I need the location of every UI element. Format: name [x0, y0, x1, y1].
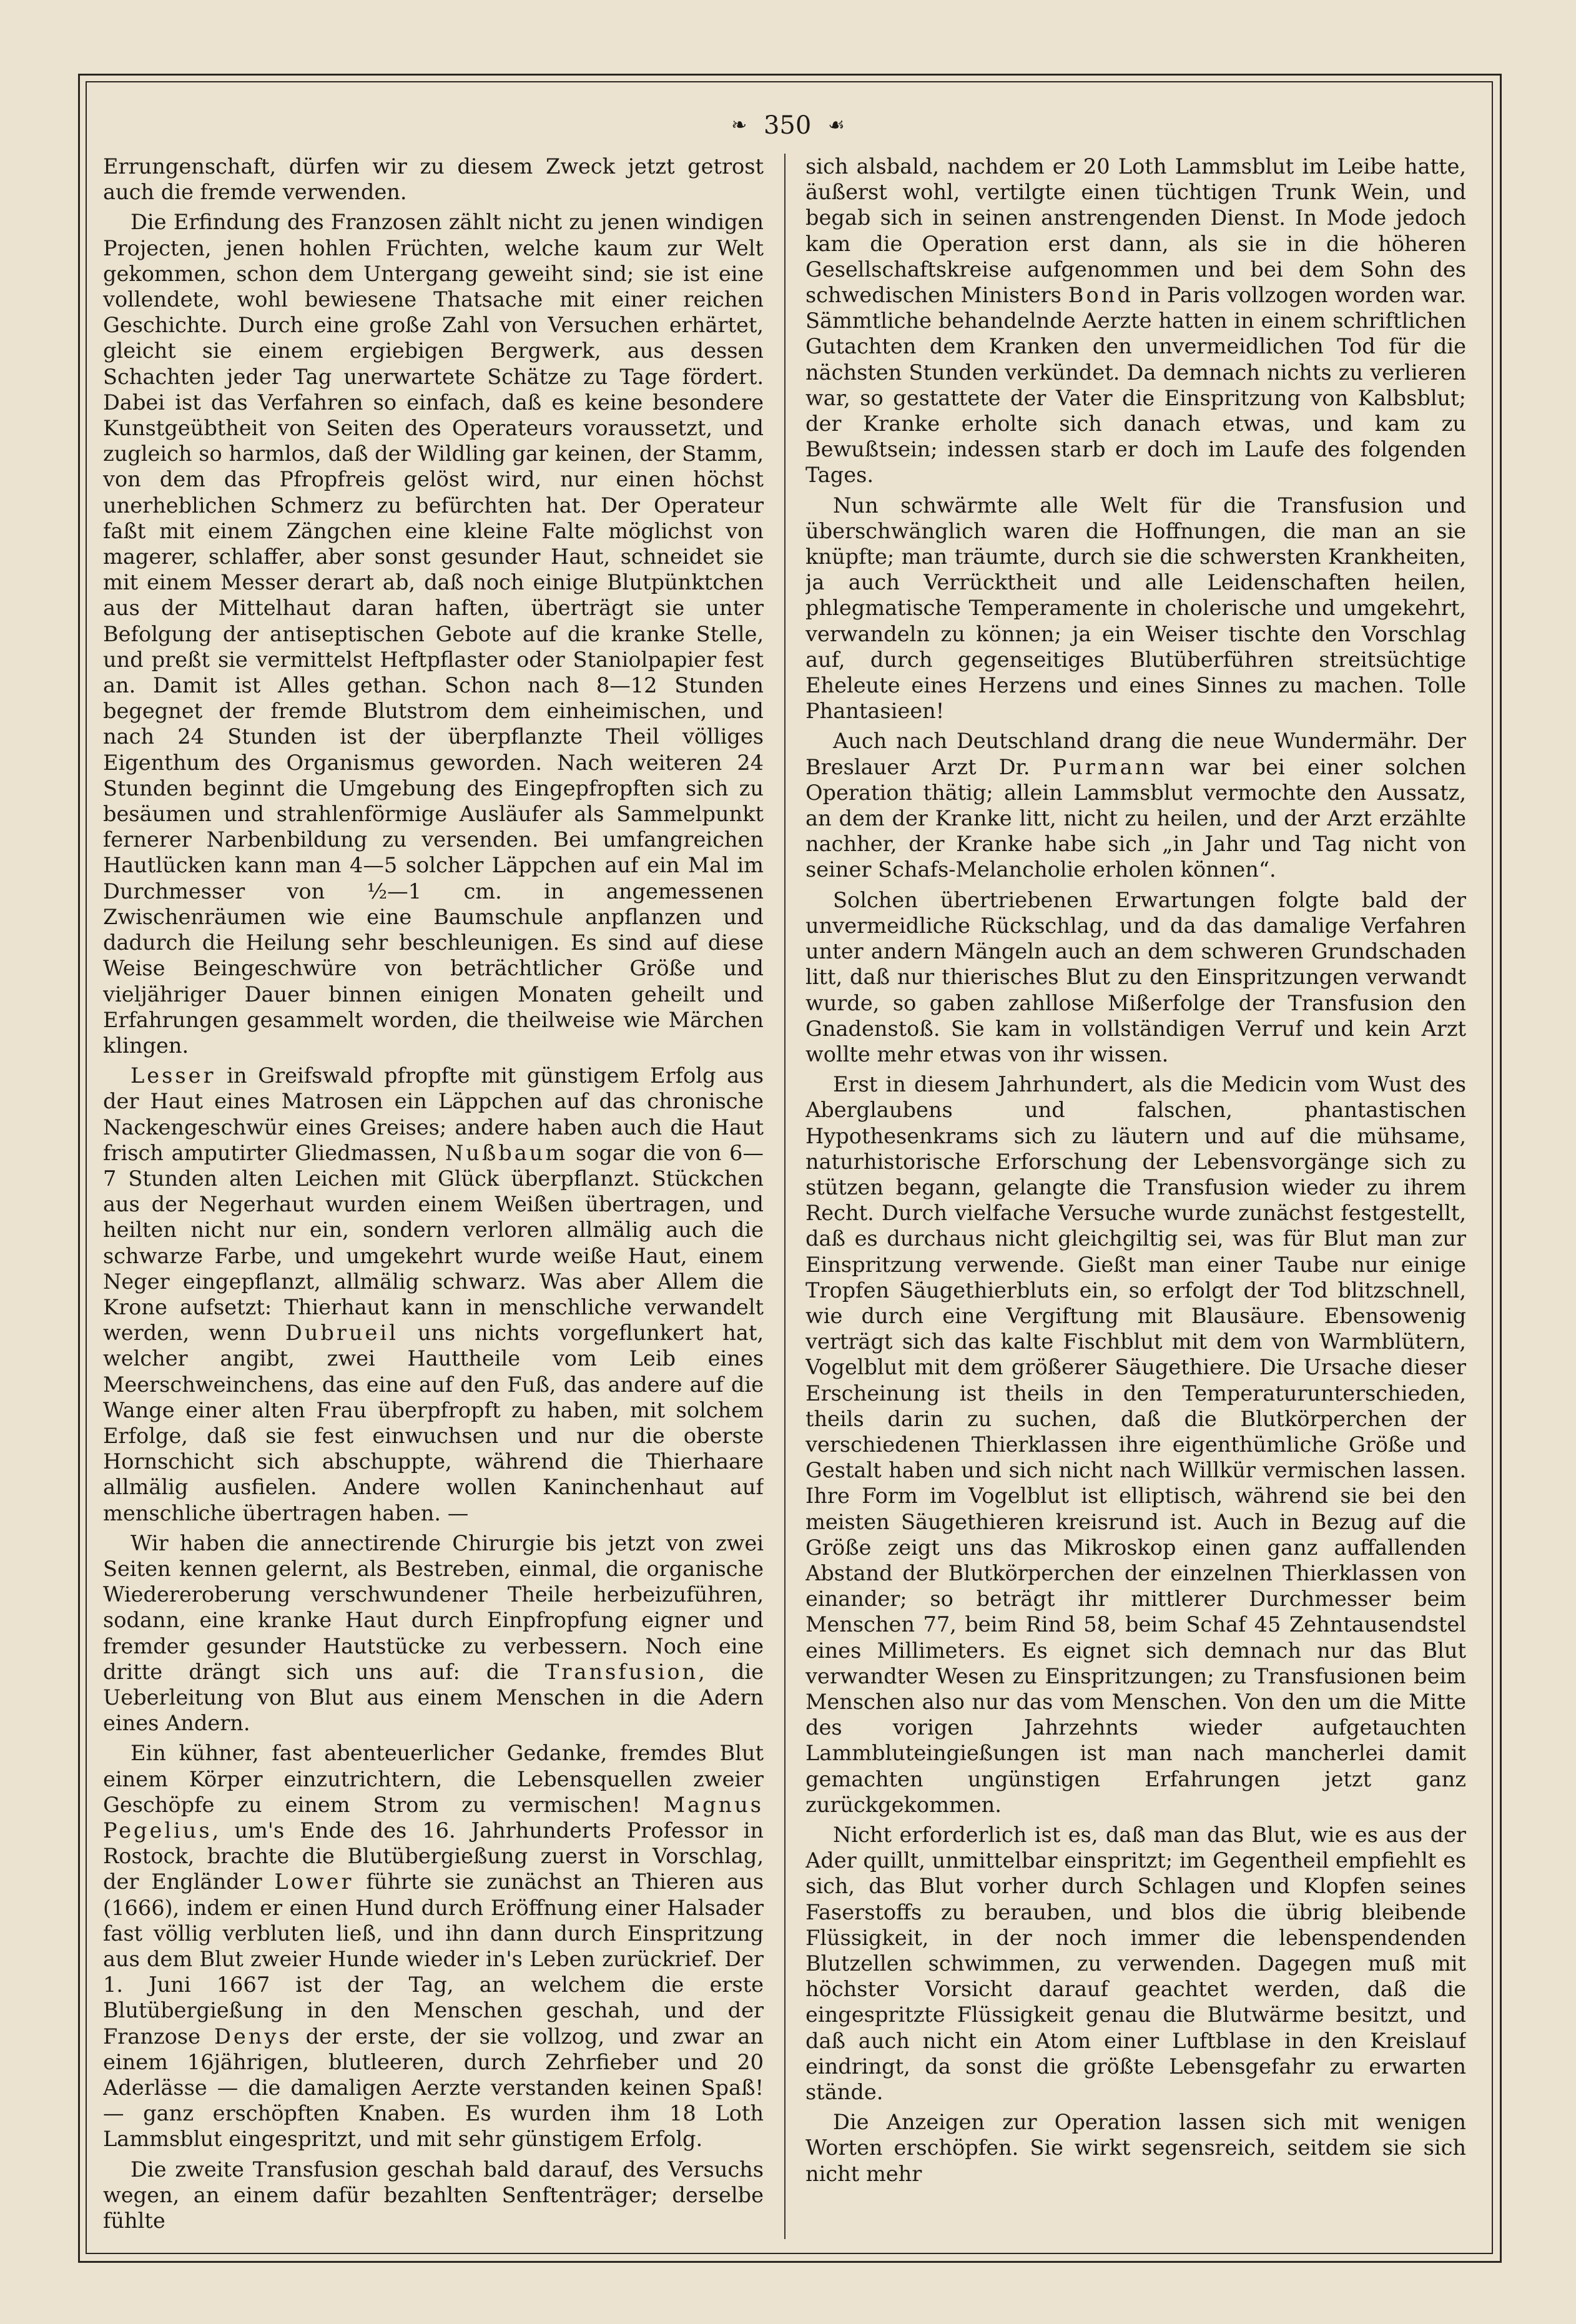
left-column [103, 154, 764, 2239]
right-paragraph-6: Nicht erforderlich ist es, daß man das Blut, wie es aus der Ader quillt, unmittelbar einspritzt; im Gegentheil empfiehlt es sich, das Blut vorher durch Schlagen und Klopfen seines Faserstoffs zu berauben, und blos die übrig bleibende Flüssigkeit, in der noch immer die lebenspendenden Blutzellen schwimmen, zu verwenden. Dagegen muß mit höchster Vorsicht darauf geachtet werden, daß die eingespritzte Flüssigkeit genau die Blutwärme besitzt, und daß auch nicht ein Atom einer Luftblase in den Kreislauf eindringt, da sonst die größte Lebensgefahr zu erwarten stände. [805, 1823, 1466, 2105]
left-paragraph-1: Errungenschaft, dürfen wir zu diesem Zweck jetzt getrost auch die fremde verwenden. [103, 154, 764, 205]
text-span: der erste, der sie vollzog, und zwar an einem 16jährigen, blutleeren, durch Zehrfieber und 20 Aderlässe — die damaligen Aerzte verstanden keinen Spaß! — ganz erschöpften Knaben. Es wurden ihm 18 Loth Lammsblut eingespritzt, und mit sehr günstigem Erfolg. [103, 2024, 764, 2152]
name-pegelius: Magnus Pegelius [103, 1792, 764, 1843]
right-ornament-icon: ☙ [828, 114, 845, 136]
text-span: uns nichts vorgeflunkert hat, welcher angibt, zwei Hauttheile vom Leib eines Meerschweinchens, das eine auf den Fuß, das andere auf die Wange einer alten Frau überpfropft zu haben, mit solchem Erfolge, daß sie fest einwuchsen und nur die oberste Hornschicht sich abschuppte, während die Thierhaare allmälig ausfielen. Andere wollen Kaninchenhaut auf menschliche übertragen haben. — [103, 1321, 764, 1525]
text-span: sogar die von 6—7 Stunden alten Leichen mit Glück überpflanzt. Stückchen aus der Negerhaut wurden einem Weißen übertragen, und heilten nicht nur ein, sondern verloren allmälig auch die schwarze Farbe, und umgekehrt wurde weiße Haut, einem Neger eingepflanzt, allmälig schwarz. Was aber Allem die Krone aufsetzt: Thierhaut kann in menschliche verwandelt werden, wenn [103, 1140, 764, 1346]
right-paragraph-4: Solchen übertriebenen Erwartungen folgte bald der unvermeidliche Rückschlag, und da das damalige Verfahren unter andern Mängeln auch an dem schweren Grundschaden litt, daß nur thierisches Blut zu den Einspritzungen verwandt wurde, so gaben zahllose Mißerfolge der Transfusion den Gnadenstoß. Sie kam in vollständigen Verruf und kein Arzt wollte mehr etwas von ihr wissen. [805, 887, 1466, 1066]
right-paragraph-1 [805, 154, 1466, 488]
right-paragraph-5: Erst in diesem Jahrhundert, als die Medicin vom Wust des Aberglaubens und falschen, phantastischen Hypothesenkrams sich zu läutern und auf die mühsame, naturhistorische Erforschung der Lebensvorgänge sich zu stützen begann, gelangte die Transfusion wieder zu ihrem Recht. Durch vielfache Versuche wurde zunächst festgestellt, daß es durchaus nicht gleichgiltig sei, was für Blut man zur Einspritzung verwende. Gießt man einer Taube nur einige Tropfen Säugethierbluts ein, so erfolgt der Tod blitzschnell, wie durch eine Vergiftung mit Blausäure. Ebensowenig verträgt sich das kalte Fischblut mit dem von Warmblütern, Vogelblut mit dem größerer Säugethiere. Die Ursache dieser Erscheinung ist theils in den Temperaturunterschieden, theils darin zu suchen, daß die Blutkörperchen der verschiedenen Thierklassen ihre eigenthümliche Größe und Gestalt haben und sich nicht nach Willkür vermischen lassen. Ihre Form im Vogelblut ist elliptisch, während sie bei den meisten Säugethieren kreisrund ist. Auch in Bezug auf die Größe zeigt uns das Mikroskop einen ganz auffallenden Abstand der Blutkörperchen der einzelnen Thierklassen von einander; so beträgt ihr mittlerer Durchmesser beim Menschen 77, beim Rind 58, beim Schaf 45 Zehntausendstel eines Millimeters. Es eignet sich demnach nur das Blut verwandter Wesen zu Einspritzungen; zu Transfusionen beim Menschen also nur das vom Menschen. Von den um die Mitte des vorigen Jahrzehnts wieder aufgetauchten Lammbluteingießungen ist man nach mancherlei damit gemachten ungünstigen Erfahrungen jetzt ganz zurückgekommen. [805, 1072, 1466, 1817]
name-denys: Denys [214, 2024, 292, 2049]
text-span: war bei einer solchen Operation thätig; allein Lammsblut vermochte den Aussatz, an dem der Kranke litt, nicht zu heilen, und der Arzt erzählte nachher, der Kranke habe sich „in Jahr und Tag nicht von seiner Schafs-Melancholie erholen können“. [805, 754, 1466, 882]
text-span: in Paris vollzogen worden war. Sämmtliche behandelnde Aerzte hatten in einem schriftlichen Gutachten dem Kranken den unvermeidlichen Tod für die nächsten Stunden verkündet. Da demnach nichts zu verlieren war, so gestattete der Vater die Einspritzung von Kalbsblut; der Kranke erholte sich danach etwas, und kam zu Bewußtsein; indessen starb er doch im Laufe des folgenden Tages. [805, 283, 1466, 488]
text-span: in Greifswald pfropfte mit günstigem Erfolg aus der Haut eines Matrosen ein Läppchen auf das chronische Nackengeschwür eines Greises; andere haben auch die Haut frisch amputirter Gliedmassen, [103, 1063, 764, 1165]
text-span: Wir haben die annectirende Chirurgie bis jetzt von zwei Seiten kennen gelernt, als Bestreben, einmal, die organische Wiedereroberung verschwundener Theile herbeizuführen, sodann, eine kranke Haut durch Einpfropfung eigner und fremder gesunder Hautstücke zu verbessern. Noch eine dritte drängt sich uns auf: die [103, 1530, 764, 1684]
text-span: Ein kühner, fast abenteuerlicher Gedanke, fremdes Blut einem Körper einzutrichtern, die Lebensquellen zweier Geschöpfe zu einem Strom zu vermischen! [103, 1741, 764, 1817]
page-number: 350 [763, 111, 812, 140]
name-nussbaum: Nußbaum [445, 1140, 568, 1165]
text-span: Auch nach Deutschland drang die neue Wundermähr. Der Breslauer Arzt Dr. [805, 729, 1466, 779]
name-lesser: Lesser [131, 1063, 216, 1088]
right-paragraph-7: Die Anzeigen zur Operation lassen sich mit wenigen Worten erschöpfen. Sie wirkt segensreich, seitdem sie sich nicht mehr [805, 2110, 1466, 2186]
text-span: sich alsbald, nachdem er 20 Loth Lammsblut im Leibe hatte, äußerst wohl, vertilgte einen tüchtigen Trunk Wein, und begab sich in seinen anstrengenden Dienst. In Mode jedoch kam die Operation erst dann, als sie in die höheren Gesellschaftskreise aufgenommen und bei dem Sohn des schwedischen Ministers [805, 154, 1466, 308]
text-span: , die Ueberleitung von Blut aus einem Menschen in die Adern eines Andern. [103, 1659, 764, 1736]
left-paragraph-6: Die zweite Transfusion geschah bald darauf, des Versuchs wegen, an einem dafür bezahlten Senftenträger; derselbe fühlte [103, 2157, 764, 2233]
left-paragraph-2: Die Erfindung des Franzosen zählt nicht zu jenen windigen Projecten, jenen hohlen Früchten, welche kaum zur Welt gekommen, schon dem Untergang geweiht sind; sie ist eine vollendete, wohl bewiesene Thatsache mit einer reichen Geschichte. Durch eine große Zahl von Versuchen erhärtet, gleicht sie einem ergiebigen Bergwerk, aus dessen Schachten jeder Tag unerwartete Schätze zu Tage fördert. Dabei ist das Verfahren so einfach, daß es keine besondere Kunstgeübtheit von Seiten des Operateurs voraussetzt, und zugleich so harmlos, daß der Wildling gar keinen, der Stamm, von dem das Pfropfreis gelöst wird, nur einen höchst unerheblichen Schmerz zu befürchten hat. Der Operateur faßt mit einem Zängchen eine kleine Falte möglichst von magerer, schlaffer, aber sonst gesunder Haut, schneidet sie mit einem Messer derart ab, daß noch einige Blutpünktchen aus der Mittelhaut daran haften, überträgt sie unter Befolgung der antiseptischen Gebote auf die kranke Stelle, und preßt sie vermittelst Heftpflaster oder Staniolpapier fest an. Damit ist Alles gethan. Schon nach 8—12 Stunden begegnet der fremde Blutstrom dem einheimischen, und nach 24 Stunden ist der überpflanzte Theil völliges Eigenthum des Organismus geworden. Nach weiteren 24 Stunden beginnt die Umgebung des Eingepfropften sich zu besäumen und strahlenförmige Ausläufer als Sammelpunkt fernerer Narbenbildung zu versenden. Bei umfangreichen Hautlücken kann man 4—5 solcher Läppchen auf ein Mal im Durchmesser von ½—1 cm. in angemessenen Zwischenräumen wie eine Baumschule anpflanzen und dadurch die Heilung sehr beschleunigen. Es sind auf diese Weise Beingeschwüre von beträchtlicher Größe und vieljähriger Dauer binnen einigen Monaten geheilt und Erfahrungen gesammelt worden, die theilweise wie Märchen klingen. [103, 210, 764, 1058]
name-dubrueil: Dubrueil [285, 1321, 398, 1346]
left-paragraph-4 [103, 1530, 764, 1736]
term-transfusion: Transfusion [544, 1659, 699, 1684]
right-paragraph-3 [805, 728, 1466, 882]
left-paragraph-5 [103, 1740, 764, 2152]
right-column [805, 154, 1466, 2239]
name-lower: Lower [274, 1869, 354, 1894]
page-header [0, 105, 1576, 142]
text-span: führte sie zunächst an Thieren aus (1666), indem er einen Hund durch Eröffnung einer Halsader fast völlig verbluten ließ, und ihn dann durch Einspritzung aus dem Blut zweier Hunde wieder in's Leben zurückrief. Der 1. Juni 1667 ist der Tag, an welchem die erste Blutübergießung in den Menschen geschah, und der Franzose [103, 1869, 764, 2049]
left-ornament-icon: ❧ [731, 114, 747, 136]
text-span: , um's Ende des 16. Jahrhunderts Professor in Rostock, brachte die Blutübergießung zuerst in Vorschlag, der Engländer [103, 1818, 764, 1894]
column-divider [784, 154, 786, 2239]
right-paragraph-2: Nun schwärmte alle Welt für die Transfusion und überschwänglich waren die Hoffnungen, die man an sie knüpfte; man träumte, durch sie die schwersten Krankheiten, ja auch Verrücktheit und alle Leidenschaften heilen, phlegmatische Temperamente in cholerische und umgekehrt, verwandeln zu können; ja ein Weiser tischte den Vorschlag auf, durch gegenseitiges Blutüberführen streitsüchtige Eheleute eines Herzens und eines Sinnes zu machen. Tolle Phantasieen! [805, 493, 1466, 724]
name-purmann: Purmann [1052, 754, 1167, 779]
name-bond: Bond [1068, 283, 1133, 308]
left-paragraph-3 [103, 1063, 764, 1526]
